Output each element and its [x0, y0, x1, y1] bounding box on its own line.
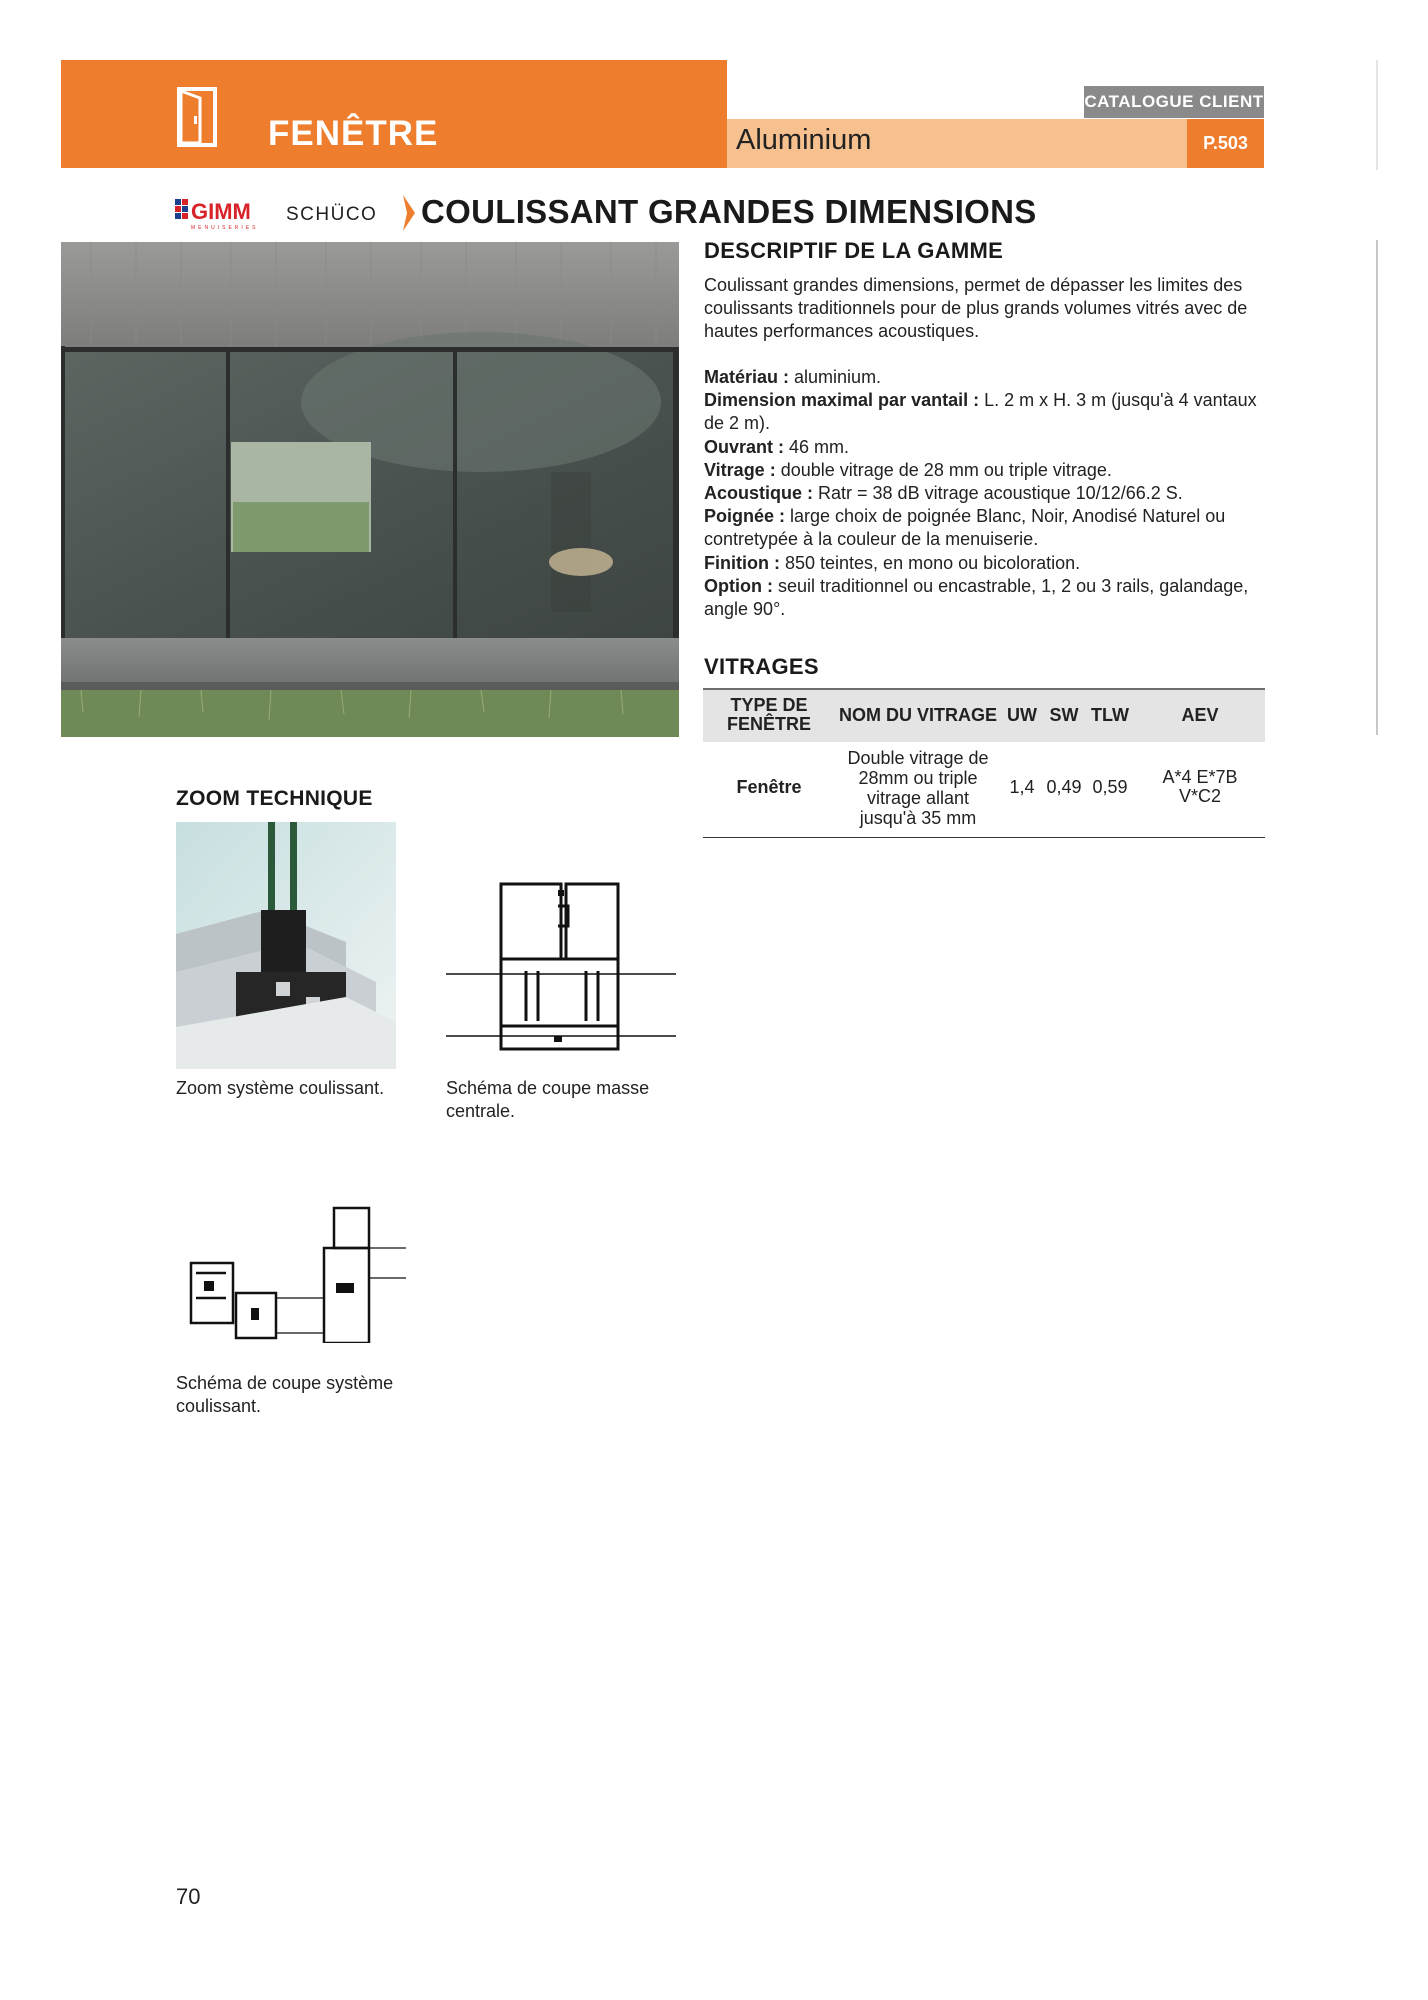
caption-section-central: Schéma de coupe masse centrale.: [446, 1078, 650, 1121]
product-title: COULISSANT GRANDES DIMENSIONS: [421, 193, 1037, 230]
page-reference: P.503: [1187, 119, 1264, 168]
table-cell: 0,59: [1092, 777, 1128, 797]
column-header: SW: [1049, 705, 1079, 725]
table-cell: Double vitrage de 28mm ou triple vitrage allant jusqu'à 35 mm: [847, 748, 989, 828]
page-edge: [1376, 60, 1378, 170]
section-diagram-central: [446, 876, 676, 1056]
spec-item: Poignée : large choix de poignée Blanc, Noir, Anodisé Naturel ou contretypée à la couleur de la menuiserie.: [704, 506, 1226, 550]
spec-item: Dimension maximal par vantail : L. 2 m x H. 3 m (jusqu'à 4 vantaux de 2 m).: [704, 390, 1257, 434]
caption-section-sliding: Schéma de coupe système coulissant.: [176, 1373, 394, 1416]
description-text: Coulissant grandes dimensions, permet de dépasser les limites des coulissants traditionnels pour de plus grands volumes vitrés avec de hautes performances acoustiques.: [704, 275, 1248, 341]
spec-item: Acoustique : Ratr = 38 dB vitrage acoustique 10/12/66.2 S.: [704, 483, 1183, 504]
spec-list: [704, 366, 1264, 621]
column-header: AEV: [1181, 705, 1219, 725]
page-edge: [1376, 240, 1378, 735]
column-header: TYPE DE FENÊTRE: [726, 695, 811, 734]
table-row: [703, 742, 1265, 838]
table-cell: 0,49: [1046, 777, 1082, 797]
gimm-logo-mark: [175, 199, 188, 219]
table-header: [703, 688, 1265, 742]
spec-item: Finition : 850 teintes, en mono ou bicoloration.: [704, 552, 1081, 573]
column-header: TLW: [1091, 705, 1129, 725]
table-cell: A*4 E*7B V*C2: [1162, 767, 1238, 806]
profile-zoom-image: [176, 822, 396, 1069]
spec-item: Vitrage : double vitrage de 28 mm ou triple vitrage.: [704, 459, 1112, 480]
window-icon: [176, 86, 218, 148]
page-number: 70: [176, 1884, 201, 1909]
section-diagram-sliding: [176, 1203, 406, 1343]
table-cell: 1,4: [1009, 777, 1035, 797]
caption-zoom: Zoom système coulissant.: [176, 1078, 385, 1098]
spec-item: Ouvrant : 46 mm.: [704, 436, 850, 457]
product-photo: [61, 242, 679, 737]
spec-item: Option : seuil traditionnel ou encastrable, 1, 2 ou 3 rails, galandage, angle 90°.: [704, 575, 1249, 620]
description-heading: DESCRIPTIF DE LA GAMME: [704, 238, 1004, 263]
zoom-heading: ZOOM TECHNIQUE: [176, 787, 373, 810]
table-cell: Fenêtre: [736, 777, 802, 797]
column-header: NOM DU VITRAGE: [838, 705, 997, 725]
vitrages-heading: VITRAGES: [704, 654, 819, 679]
vitrages-table: [703, 688, 1265, 838]
svg-text:MENUISERIES: MENUISERIES: [191, 225, 259, 231]
svg-text:SCHÜCO: SCHÜCO: [286, 204, 378, 225]
material-label: Aluminium: [736, 124, 872, 156]
spec-item: Matériau : aluminium.: [704, 367, 882, 387]
brand-logo: [175, 193, 415, 233]
catalogue-badge: CATALOGUE CLIENT: [1084, 86, 1264, 118]
section-title: FENÊTRE: [268, 114, 439, 153]
svg-text:GIMM: GIMM: [191, 199, 251, 224]
column-header: UW: [1007, 705, 1037, 725]
